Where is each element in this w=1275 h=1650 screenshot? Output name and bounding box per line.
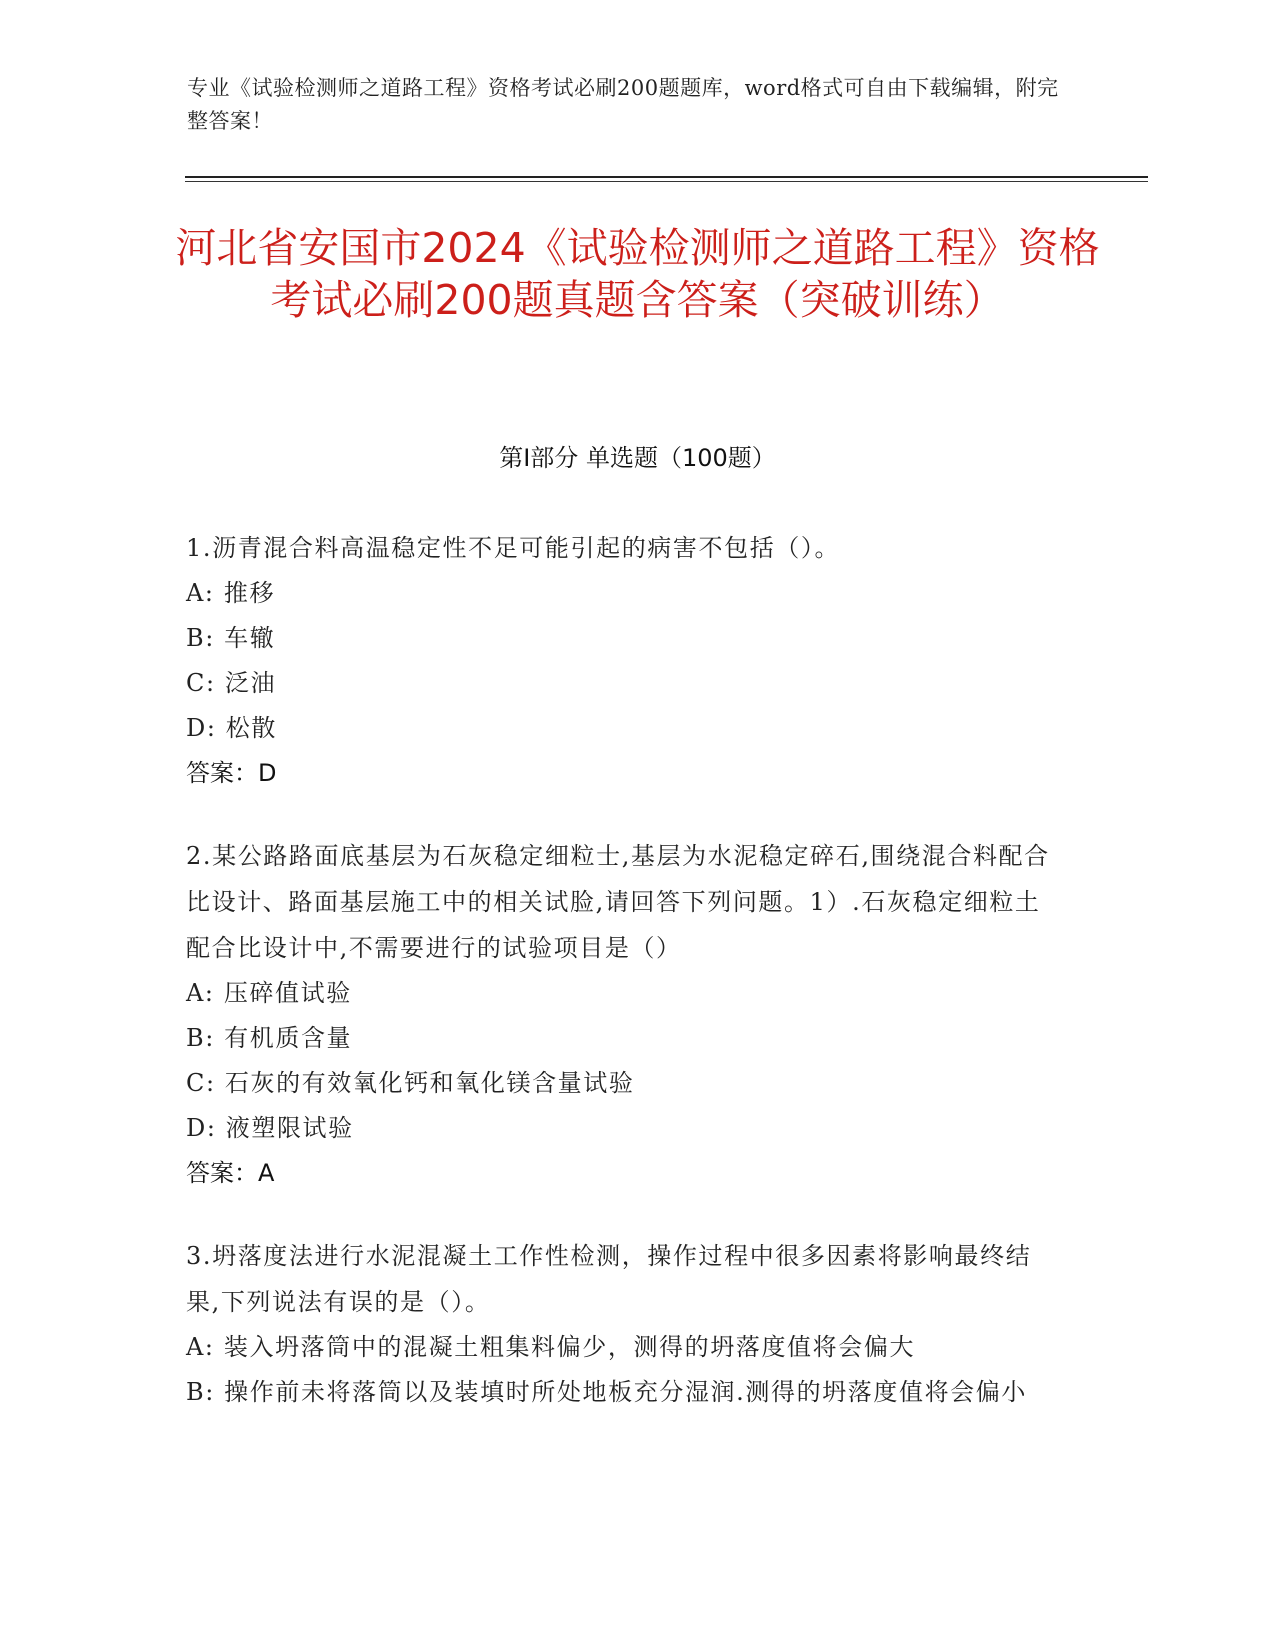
question-3: [186, 1233, 1066, 1415]
question-stem: 2.某公路路面底基层为石灰稳定细粒士,基层为水泥稳定碎石,围绕混合料配合比设计、路面基层施工中的相关试脸,请回答下列问题。1）.石灰稳定细粒土配合比设计中,不需要进行的试验项目是（）: [186, 842, 1050, 962]
answer: 答案：A: [186, 1159, 275, 1187]
question-stem: 1.沥青混合料高温稳定性不足可能引起的病害不包括（）。: [186, 534, 841, 562]
answer: 答案：D: [186, 759, 277, 787]
option-d: D: 松散: [186, 714, 277, 742]
document-title: 河北省安国市2024《试验检测师之道路工程》资格考试必刷200题真题含答案（突破训练）: [175, 224, 1100, 324]
option-d: D: 液塑限试验: [186, 1114, 354, 1142]
option-c: C: 泛油: [186, 669, 277, 697]
option-c: C: 石灰的有效氧化钙和氧化镁含量试验: [186, 1069, 635, 1097]
option-a: A: 装入坍落筒中的混凝土粗集料偏少，测得的坍落度值将会偏大: [186, 1333, 916, 1361]
question-list: [186, 525, 1066, 1452]
option-b: B: 车辙: [186, 624, 276, 652]
question-1: [186, 525, 1066, 796]
question-stem: 3.坍落度法进行水泥混凝土工作性检测，操作过程中很多因素将影响最终结果,下列说法有误的是（）。: [186, 1242, 1032, 1316]
option-a: A: 推移: [186, 579, 276, 607]
option-a: A: 压碎值试验: [186, 979, 352, 1007]
question-2: [186, 833, 1066, 1196]
section-title: 第I部分 单选题（100题）: [499, 444, 776, 472]
header-note: 专业《试验检测师之道路工程》资格考试必刷200题题库，word格式可自由下载编辑，附完整答案！: [187, 76, 1059, 133]
header-divider-thick: [185, 176, 1148, 178]
option-b: B: 有机质含量: [186, 1024, 353, 1052]
option-b: B: 操作前未将落筒以及装填时所处地板充分湿润.测得的坍落度值将会偏小: [186, 1378, 1027, 1406]
header-divider-thin: [185, 181, 1148, 182]
